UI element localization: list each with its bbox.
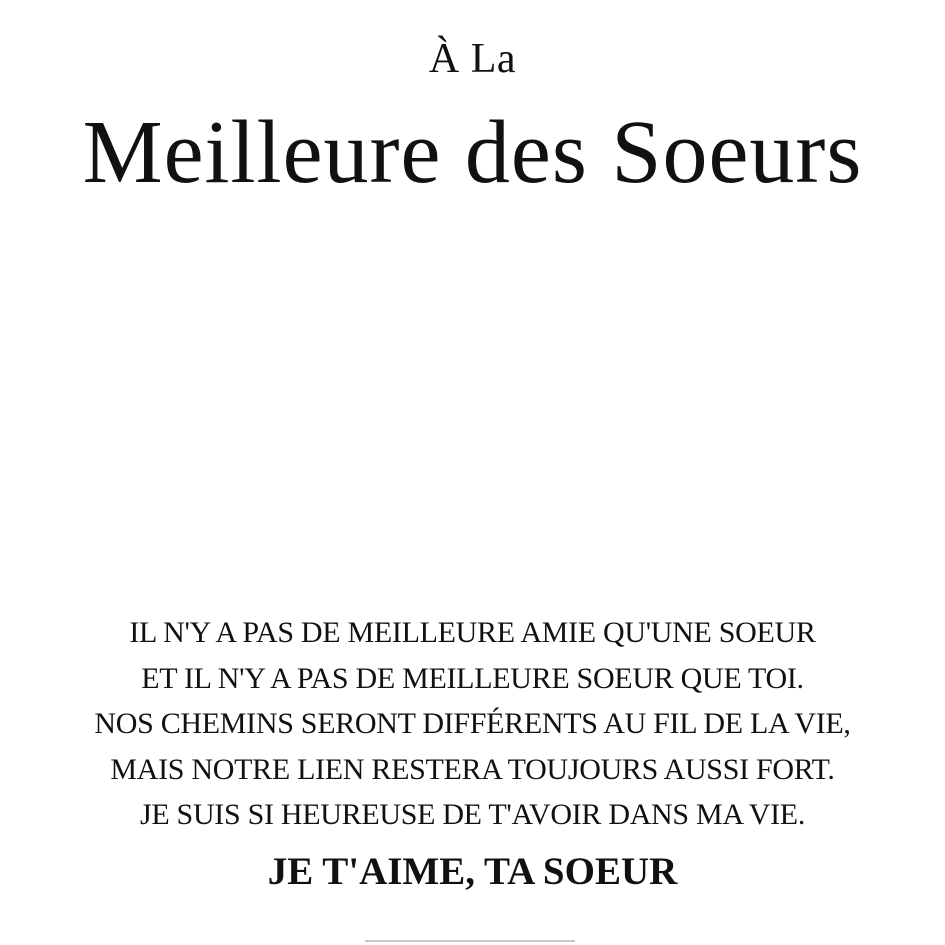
verse-line: ET IL N'Y A PAS DE MEILLEURE SOEUR QUE TOI. [141,661,804,695]
signature: JE T'AIME, TA SOEUR [267,850,678,893]
verse-line: MAIS NOTRE LIEN RESTERA TOUJOURS AUSSI FORT. [110,752,835,786]
divider [365,940,575,942]
header-dedication: À La [428,36,517,82]
verse-block [0,610,945,838]
header-title: Meilleure des Soeurs [82,103,863,202]
verse-line: NOS CHEMINS SERONT DIFFÉRENTS AU FIL DE LA VIE, [94,707,851,740]
verse-line: IL N'Y A PAS DE MEILLEURE AMIE QU'UNE SOEUR [129,616,816,649]
verse-line: JE SUIS SI HEUREUSE DE T'AVOIR DANS MA VIE. [139,798,806,831]
